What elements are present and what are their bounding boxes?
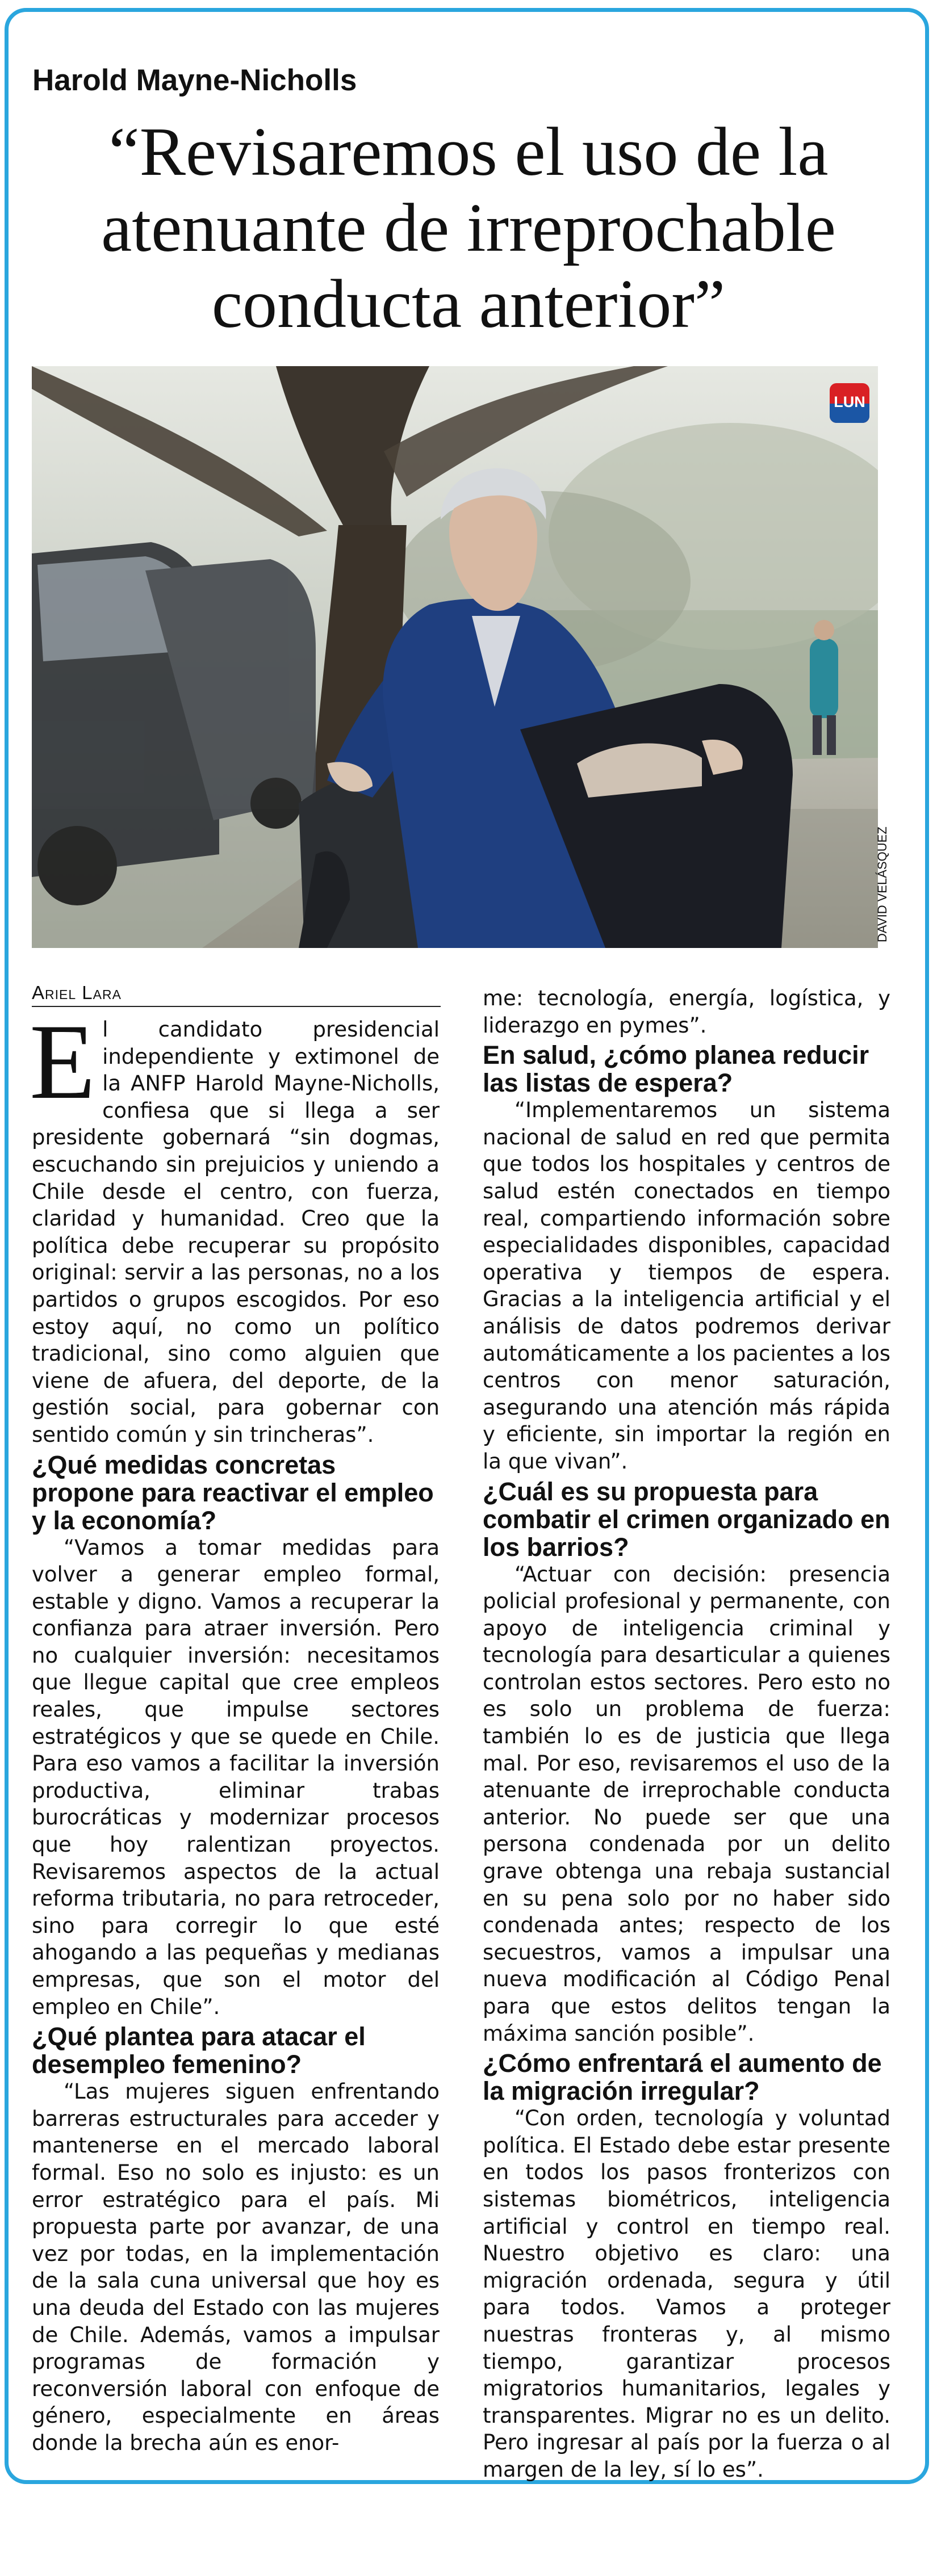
answer-paragraph: “Con orden, tecnología y voluntad política. El Estado debe estar presente en todos los pasos fronterizos con sistemas biométricos, inteligencia artificial y control en tiempo real. Nuestro objetivo es claro: una migración ordenada, segura y útil para todos. Vamos a proteger nuestras fronteras y, al mismo tiempo, garantizar procesos migratorios humanitarios, legales y transparentes. Migrar no es un delito. Pero ingresar al país por la fuerza o al margen de la ley, sí lo es”.	[483, 2106, 890, 2482]
drop-cap: E	[30, 1002, 96, 1122]
lead-paragraph	[30, 1002, 440, 1449]
lun-logo	[830, 383, 869, 423]
kicker-name: Harold Mayne-Nicholls	[32, 64, 357, 97]
answer-paragraph: “Vamos a tomar medidas para volver a generar empleo formal, estable y digno. Vamos a recuperar la confianza para atraer inversión. Pero no cualquier inversión: necesitamos que llegue capital que cree empleos reales, que impulse sectores estratégicos y que se quede en Chile. Para eso vamos a facilitar la inversión productiva, eliminar trabas burocráticas y modernizar procesos que hoy ralentizan proyectos. Revisaremos aspectos de la actual reforma tributaria, no para retroceder, sino para corregir lo que esté ahogando a las pequeñas y medianas empresas, que son el motor del empleo en Chile”.	[32, 1535, 440, 2019]
answer-paragraph: “Actuar con decisión: presencia policial profesional y permanente, con apoyo de inteligencia criminal y tecnología para desarticular a quienes controlan estos sectores. Pero esto no es solo un problema de fuerza: también lo es de justicia que llega mal. Por eso, revisaremos el uso de la atenuante de irreprochable conducta anterior. No puede ser que una persona condenada por un delito grave obtenga una rebaja sustancial en su pena solo por no haber sido condenada antes; respecto de los secuestros, vamos a impulsar una nueva modificación al Código Penal para que estos delitos tengan la máxima sanción posible”.	[483, 1562, 890, 2046]
question-heading: ¿Cómo enfrentará el aumento de la migración irregular?	[483, 2049, 882, 2106]
headline: “Revisaremos el uso de la atenuante de irreprochable conducta anterior”	[101, 114, 836, 342]
answer-continuation: me: tecnología, energía, logística, y liderazgo en pymes”.	[483, 986, 890, 1038]
question-heading: ¿Qué medidas concretas propone para reactivar el empleo y la economía?	[32, 1450, 434, 1535]
question-heading: ¿Qué plantea para atacar el desempleo femenino?	[32, 2022, 366, 2079]
question-heading: ¿Cuál es su propuesta para combatir el crimen organizado en los barrios?	[483, 1476, 890, 1562]
article-photo	[32, 366, 878, 948]
answer-paragraph: “Las mujeres siguen enfrentando barreras estructurales para acceder y mantenerse en el mercado laboral formal. Eso no solo es injusto: es un error estratégico para el país. Mi propuesta parte por avanzar, de una vez por todas, en la implementación de la sala cuna universal que hoy es una deuda del Estado con las mujeres de Chile. Además, vamos a impulsar programas de formación y reconversión laboral con enfoque de género, especialmente en áreas donde la brecha aún es enor-	[32, 2079, 440, 2455]
lun-logo-text: LUN	[834, 393, 865, 410]
article-column-right	[483, 985, 890, 2483]
answer-paragraph: “Implementaremos un sistema nacional de salud en red que permita que todos los hospitales y centros de salud estén conectados en tiempo real, compartiendo información sobre especialidades disponibles, capacidad operativa y tiempos de espera. Gracias a la inteligencia artificial y el análisis de datos podremos derivar automáticamente a los pacientes a los centros con menor saturación, asegurando una atención más rápida y eficiente, sin importar la región en la que vivan”.	[483, 1098, 890, 1474]
byline: Ariel Lara	[32, 982, 122, 1003]
article-column-left	[30, 1002, 440, 2457]
photo-credit: DAVID VELÁSQUEZ	[875, 826, 889, 942]
question-heading: En salud, ¿cómo planea reducir las listas de espera?	[483, 1041, 869, 1098]
lead-text: l candidato presidencial independiente y extimonel de la ANFP Harold Mayne-Nicholls, confiesa que si llega a ser presidente gobernará “sin dogmas, escuchando sin prejuicios y uniendo a Chile desde el centro, con fuerza, claridad y humanidad. Creo que la política debe recuperar su propósito original: servir a las personas, no a los partidos o grupos escogidos. Por eso estoy aquí, no como un político tradicional, sino como alguien que viene de afuera, del deporte, de la gestión social, para gobernar con sentido común y sin trincheras”.	[32, 1017, 440, 1447]
park-bench-portrait-image	[32, 366, 878, 948]
